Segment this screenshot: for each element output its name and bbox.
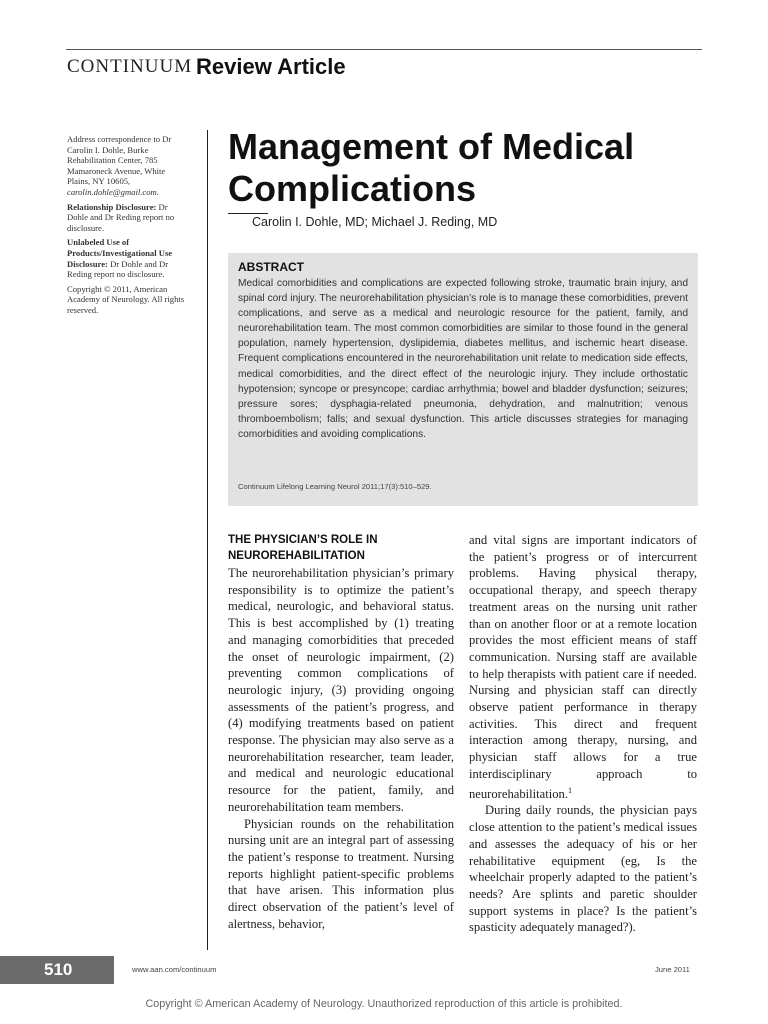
relationship-disclosure-label: Relationship Disclosure: bbox=[67, 201, 157, 212]
copyright-notice: Copyright © American Academy of Neurology. Unauthorized reproduction of this article is prohibited. bbox=[145, 998, 623, 1010]
correspondence-address: Address correspondence to Dr Carolin I. Dohle, Burke Rehabilitation Center, 785 Mamaroneck Avenue, White Plains, NY 10605, bbox=[67, 134, 172, 187]
article-type: Review Article bbox=[196, 54, 346, 79]
abstract-text: Medical comorbidities and complications are expected following stroke, traumatic brain injury, and spinal cord injury. The neurorehabilitation physician’s role is to manage these comorbidities, prevent complications, and serve as a medical and neurologic resource for the patient, family, and neurorehabilitation team. The most common comorbidities are similar to those found in the general population, namely hypertension, dyslipidemia, diabetes mellitus, and ischemic heart disease. Frequent complications encountered in the neurorehabilitation unit relate to medication side effects, medical comorbidities, and the direct effect of the neurologic injury. They include orthostatic hypotension; syncope or presyncope; cardiac arrhythmia; bowel and bladder dysfunction; seizures; pressure sores; dysphagia-related pneumonia, dehydration, and malnutrition; venous thromboembolism; falls; and sexual dysfunction. This article discusses strategies for managing comorbidities and avoiding complications. bbox=[238, 278, 688, 440]
journal-name: CONTINUUM bbox=[67, 56, 193, 77]
abstract-box bbox=[228, 253, 698, 506]
sidebar-notes bbox=[67, 134, 189, 320]
section-heading: THE PHYSICIAN’S ROLE IN NEUROREHABILITATION bbox=[228, 534, 378, 562]
relationship-disclosure bbox=[67, 202, 189, 234]
correspondence-note bbox=[67, 134, 189, 198]
correspondence-email: carolin.dohle@gmail.com. bbox=[67, 186, 159, 197]
body-paragraph: During daily rounds, the physician pays close attention to the patient’s medical issues and assesses the adequacy of his or her rehabilitative equipment (eg, Is the wheelchair properly adapted to the patient’s needs? Are splints and paretic shoulder support systems in place? Is the patient’s spasticity adequately managed?). bbox=[469, 803, 697, 935]
unlabeled-use-disclosure bbox=[67, 237, 189, 279]
footer-url: www.aan.com/continuum bbox=[132, 965, 217, 974]
article-title: Management of Medical Complications bbox=[228, 126, 635, 209]
body-paragraph bbox=[469, 532, 697, 802]
abstract-heading: ABSTRACT bbox=[238, 260, 304, 274]
vertical-divider bbox=[207, 130, 208, 950]
abstract-citation: Continuum Lifelong Learning Neurol 2011;17(3):510–529. bbox=[238, 482, 432, 491]
body-column-right bbox=[469, 532, 697, 936]
header-rule bbox=[66, 49, 702, 50]
footer-date: June 2011 bbox=[655, 965, 690, 974]
unlabeled-use-text: Dr Dohle and Dr Reding report no disclosure. bbox=[67, 258, 169, 280]
relationship-disclosure-text: Dr Dohle and Dr Reding report no disclosure. bbox=[67, 201, 175, 233]
body-paragraph: Physician rounds on the rehabilitation nursing unit are an integral part of assessing the patient’s response to treatment. Nursing reports highlight patient-specific problems that have arisen. This information plus direct observation of the patient’s level of alertness, behavior, bbox=[228, 816, 454, 931]
body-column-left bbox=[228, 532, 454, 932]
body-paragraph: The neurorehabilitation physician’s primary responsibility is to optimize the patient’s medical, neurologic, and behavioral status. This is best accomplished by (1) treating and managing comorbidities that preceded the onset of neurologic impairment, (2) preventing common complications of neurologic injury, (3) providing ongoing assessments of the patient’s progress, and (4) modifying treatments based on patient response. The physician may also serve as a neurorehabilitation researcher, team leader, and medical and neurologic educational resource for the patient, family, and neurorehabilitation team members. bbox=[228, 566, 454, 814]
body-paragraph-text: and vital signs are important indicators of the patient’s progress or of intercurrent problems. Having physical therapy, occupational therapy, and speech therapy treatment areas on the nursing unit rather than on another floor or at a remote location provides the most efficient means of staff communication. Nursing staff are available to help therapists with patient care if needed. Nursing and physician staff can directly observe patient performance in therapy activities. This direct and frequent interaction among therapy, nursing, and physician staff allows for a true interdisciplinary approach to neurorehabilitation. bbox=[469, 533, 697, 801]
article-authors: Carolin I. Dohle, MD; Michael J. Reding, MD bbox=[252, 215, 498, 229]
title-rule bbox=[228, 213, 268, 214]
page-number: 510 bbox=[44, 960, 73, 979]
sidebar-copyright: Copyright © 2011, American Academy of Neurology. All rights reserved. bbox=[67, 283, 185, 315]
reference-superscript: 1 bbox=[567, 785, 572, 795]
unlabeled-use-label: Unlabeled Use of Products/Investigational Use Disclosure: bbox=[67, 237, 173, 269]
